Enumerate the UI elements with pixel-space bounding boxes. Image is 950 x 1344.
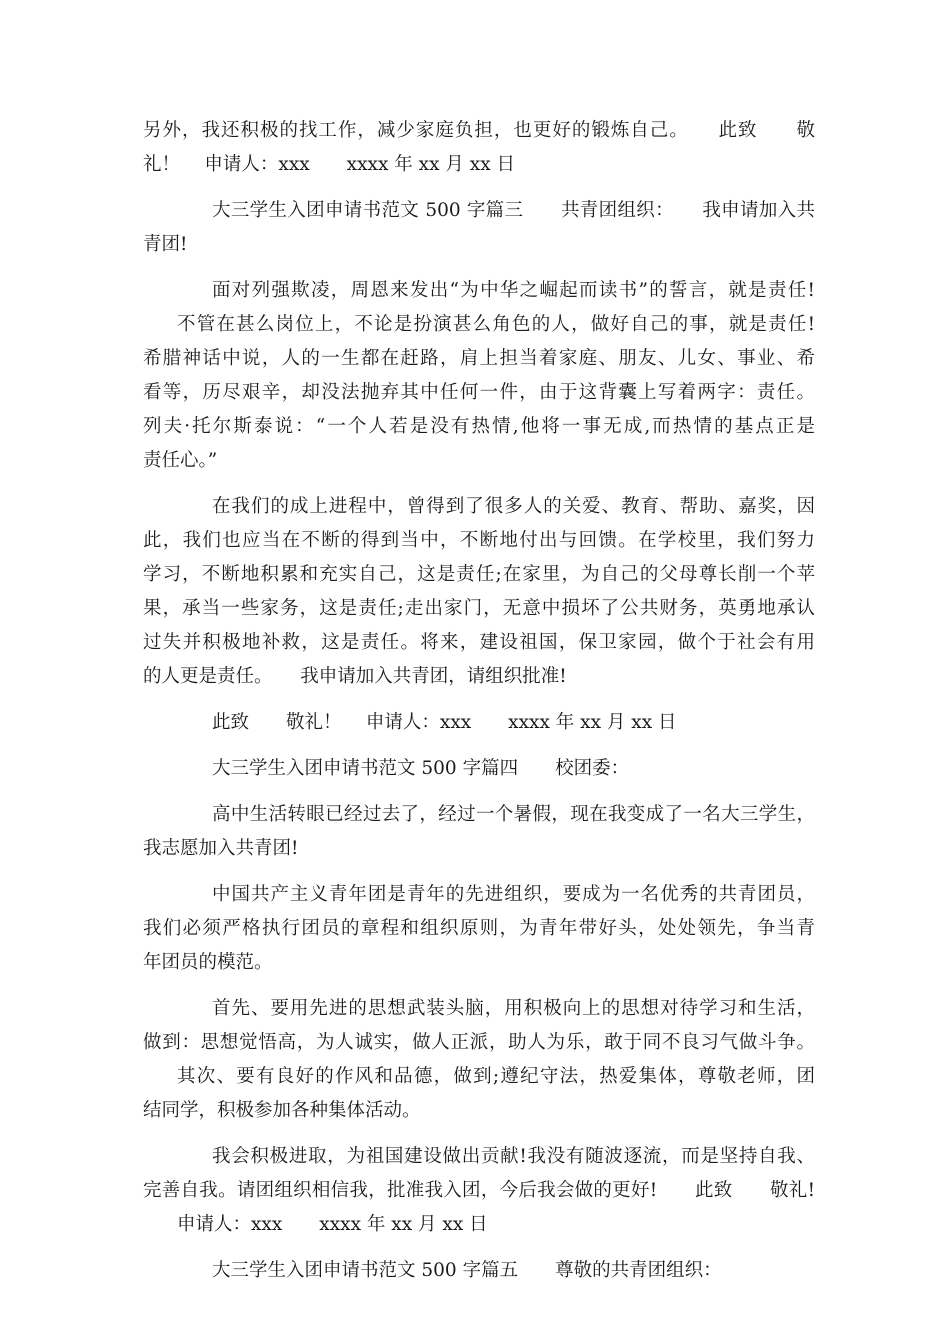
- text-line: 我志愿加入共青团!: [143, 838, 299, 859]
- text-line: 不管在甚么岗位上，不论是扮演甚么角色的人，做好自己的事，就是责任!: [177, 314, 815, 335]
- paragraph-gap: [143, 786, 815, 798]
- text-line: 大三学生入团申请书范文 500 字篇三 共青团组织： 我申请加入共: [212, 200, 815, 221]
- text-line: 责任心。”: [143, 450, 218, 471]
- text-line: 在我们的成上进程中，曾得到了很多人的关爱、教育、帮助、嘉奖，因: [212, 496, 815, 517]
- paragraph: [143, 992, 815, 1128]
- paragraph: [143, 752, 815, 786]
- paragraph: [143, 114, 815, 182]
- paragraph-gap: [143, 1128, 815, 1140]
- text-line: 礼！ 申请人：xxx xxxx 年 xx 月 xx 日: [143, 154, 516, 175]
- text-line: 申请人：xxx xxxx 年 xx 月 xx 日: [177, 1214, 488, 1235]
- paragraph: [143, 490, 815, 694]
- paragraph: [143, 194, 815, 262]
- text-line: 我们必须严格执行团员的章程和组织原则，为青年带好头，处处领先，争当青: [143, 918, 815, 939]
- text-line: 结同学，积极参加各种集体活动。: [143, 1100, 421, 1121]
- text-line: 做到：思想觉悟高，为人诚实，做人正派，助人为乐，敢于同不良习气做斗争。: [143, 1032, 815, 1053]
- text-line: 中国共产主义青年团是青年的先进组织，要成为一名优秀的共青团员，: [212, 884, 815, 905]
- text-line: 此，我们也应当在不断的得到当中，不断地付出与回馈。在学校里，我们努力: [143, 530, 815, 551]
- paragraph-gap: [143, 866, 815, 878]
- text-line: 列夫·托尔斯泰说：“一个人若是没有热情,他将一事无成,而热情的基点正是: [143, 416, 815, 437]
- text-line: 希腊神话中说，人的一生都在赶路，肩上担当着家庭、朋友、儿女、事业、希: [143, 348, 815, 369]
- text-line: 年团员的模范。: [143, 952, 273, 973]
- text-line: 首先、要用先进的思想武装头脑，用积极向上的思想对待学习和生活，: [212, 998, 815, 1019]
- paragraph: [143, 706, 815, 740]
- text-line: 此致 敬礼！ 申请人：xxx xxxx 年 xx 月 xx 日: [212, 712, 677, 733]
- paragraph: [143, 798, 815, 866]
- text-line: 学习，不断地积累和充实自己，这是责任;在家里，为自己的父母尊长削一个苹: [143, 564, 815, 585]
- text-line: 面对列强欺凌，周恩来发出“为中华之崛起而读书”的誓言，就是责任!: [212, 280, 815, 301]
- paragraph-gap: [143, 740, 815, 752]
- paragraph-gap: [143, 1242, 815, 1254]
- paragraph: [143, 1254, 815, 1288]
- text-line: 另外，我还积极的找工作，减少家庭负担，也更好的锻炼自己。 此致 敬: [143, 120, 815, 141]
- paragraph-gap: [143, 694, 815, 706]
- text-line: 的人更是责任。 我申请加入共青团，请组织批准!: [143, 666, 567, 687]
- paragraph: [143, 274, 815, 478]
- paragraph-gap: [143, 182, 815, 194]
- document-body: [143, 114, 815, 1288]
- paragraph-gap: [143, 262, 815, 274]
- text-line: 高中生活转眼已经过去了，经过一个暑假，现在我变成了一名大三学生，: [212, 804, 815, 825]
- text-line: 完善自我。请团组织相信我，批准我入团，今后我会做的更好! 此致 敬礼!: [143, 1180, 815, 1201]
- text-line: 青团!: [143, 234, 188, 255]
- paragraph: [143, 878, 815, 980]
- text-line: 大三学生入团申请书范文 500 字篇四 校团委：: [212, 758, 630, 779]
- paragraph-gap: [143, 980, 815, 992]
- paragraph: [143, 1140, 815, 1242]
- text-line: 看等，历尽艰辛，却没法抛弃其中任何一件，由于这背囊上写着两字：责任。: [143, 382, 815, 403]
- text-line: 果，承当一些家务，这是责任;走出家门，无意中损坏了公共财务，英勇地承认: [143, 598, 815, 619]
- text-line: 我会积极进取，为祖国建设做出贡献!我没有随波逐流，而是坚持自我、: [212, 1146, 815, 1167]
- text-line: 大三学生入团申请书范文 500 字篇五 尊敬的共青团组织：: [212, 1260, 722, 1281]
- text-line: 过失并积极地补救，这是责任。将来，建设祖国，保卫家园，做个于社会有用: [143, 632, 815, 653]
- paragraph-gap: [143, 478, 815, 490]
- text-line: 其次、要有良好的作风和品德，做到;遵纪守法，热爱集体，尊敬老师，团: [177, 1066, 815, 1087]
